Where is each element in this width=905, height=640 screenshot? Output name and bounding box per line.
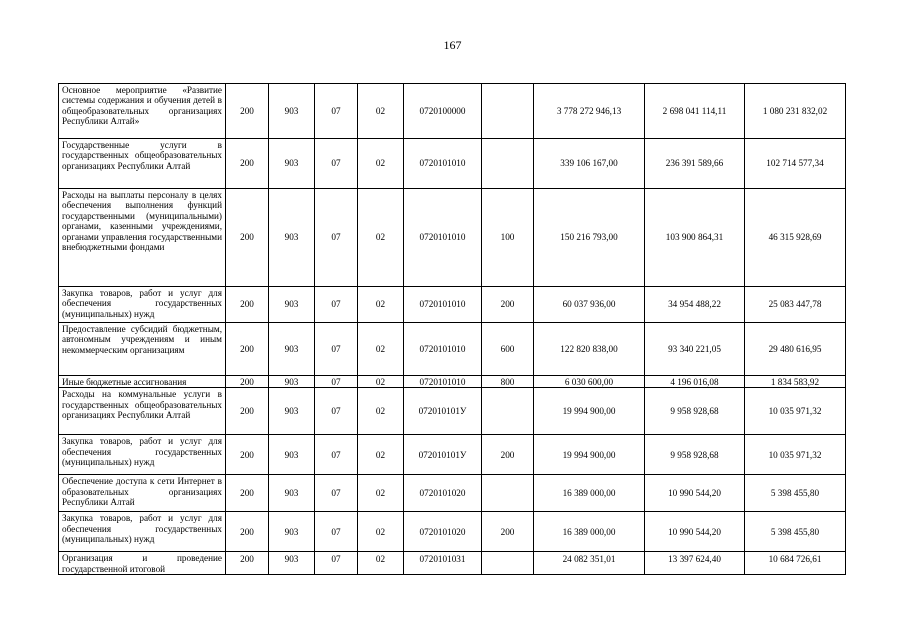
subsection-cell: 02 <box>358 512 404 552</box>
code-cell: 200 <box>226 552 269 575</box>
section-cell: 07 <box>315 139 358 189</box>
planned-amount-cell: 150 216 793,00 <box>534 189 645 287</box>
ministry-code-cell: 903 <box>269 552 315 575</box>
planned-amount-cell: 16 389 000,00 <box>534 512 645 552</box>
expense-type-cell: 600 <box>482 323 534 376</box>
code-cell: 200 <box>226 388 269 435</box>
target-article-cell: 0720101010 <box>404 189 482 287</box>
subsection-cell: 02 <box>358 287 404 323</box>
remaining-amount-cell: 10 035 971,32 <box>745 388 846 435</box>
ministry-code-cell: 903 <box>269 475 315 512</box>
expense-type-cell <box>482 552 534 575</box>
executed-amount-cell: 10 990 544,20 <box>645 475 745 512</box>
table-row <box>59 388 846 435</box>
expense-type-cell: 100 <box>482 189 534 287</box>
target-article-cell: 072010101У <box>404 388 482 435</box>
planned-amount-cell: 60 037 936,00 <box>534 287 645 323</box>
section-cell: 07 <box>315 323 358 376</box>
code-cell: 200 <box>226 475 269 512</box>
target-article-cell: 0720101031 <box>404 552 482 575</box>
section-cell: 07 <box>315 435 358 475</box>
remaining-amount-cell: 29 480 616,95 <box>745 323 846 376</box>
subsection-cell: 02 <box>358 435 404 475</box>
remaining-amount-cell: 5 398 455,80 <box>745 512 846 552</box>
subsection-cell: 02 <box>358 552 404 575</box>
row-name-cell: Иные бюджетные ассигнования <box>59 376 226 388</box>
executed-amount-cell: 236 391 589,66 <box>645 139 745 189</box>
subsection-cell: 02 <box>358 475 404 512</box>
expense-type-cell <box>482 388 534 435</box>
target-article-cell: 0720101020 <box>404 475 482 512</box>
table-row <box>59 139 846 189</box>
planned-amount-cell: 6 030 600,00 <box>534 376 645 388</box>
row-name-cell: Закупка товаров, работ и услуг для обеспечения государственных (муниципальных) нужд <box>59 287 226 323</box>
target-article-cell: 0720100000 <box>404 84 482 139</box>
planned-amount-cell: 19 994 900,00 <box>534 388 645 435</box>
ministry-code-cell: 903 <box>269 323 315 376</box>
row-name-cell: Предоставление субсидий бюджетным, автономным учреждениям и иным некоммерческим организациям <box>59 323 226 376</box>
executed-amount-cell: 13 397 624,40 <box>645 552 745 575</box>
expense-type-cell <box>482 84 534 139</box>
remaining-amount-cell: 46 315 928,69 <box>745 189 846 287</box>
table-row <box>59 475 846 512</box>
executed-amount-cell: 4 196 016,08 <box>645 376 745 388</box>
ministry-code-cell: 903 <box>269 435 315 475</box>
code-cell: 200 <box>226 376 269 388</box>
remaining-amount-cell: 10 684 726,61 <box>745 552 846 575</box>
code-cell: 200 <box>226 435 269 475</box>
subsection-cell: 02 <box>358 323 404 376</box>
executed-amount-cell: 34 954 488,22 <box>645 287 745 323</box>
ministry-code-cell: 903 <box>269 139 315 189</box>
code-cell: 200 <box>226 287 269 323</box>
remaining-amount-cell: 102 714 577,34 <box>745 139 846 189</box>
planned-amount-cell: 339 106 167,00 <box>534 139 645 189</box>
row-name-cell: Расходы на коммунальные услуги в государственных общеобразовательных организациях Республики Алтай <box>59 388 226 435</box>
target-article-cell: 0720101010 <box>404 323 482 376</box>
ministry-code-cell: 903 <box>269 84 315 139</box>
page-number: 167 <box>443 38 462 52</box>
row-name-cell: Закупка товаров, работ и услуг для обеспечения государственных (муниципальных) нужд <box>59 435 226 475</box>
table-row <box>59 84 846 139</box>
planned-amount-cell: 19 994 900,00 <box>534 435 645 475</box>
subsection-cell: 02 <box>358 388 404 435</box>
expense-type-cell: 800 <box>482 376 534 388</box>
section-cell: 07 <box>315 475 358 512</box>
code-cell: 200 <box>226 84 269 139</box>
planned-amount-cell: 16 389 000,00 <box>534 475 645 512</box>
table-row <box>59 376 846 388</box>
table-row <box>59 323 846 376</box>
remaining-amount-cell: 1 080 231 832,02 <box>745 84 846 139</box>
row-name-cell: Основное мероприятие «Развитие системы содержания и обучения детей в общеобразовательных организациях Республики Алтай» <box>59 84 226 139</box>
table-row <box>59 435 846 475</box>
code-cell: 200 <box>226 189 269 287</box>
remaining-amount-cell: 5 398 455,80 <box>745 475 846 512</box>
target-article-cell: 0720101010 <box>404 287 482 323</box>
section-cell: 07 <box>315 287 358 323</box>
remaining-amount-cell: 25 083 447,78 <box>745 287 846 323</box>
budget-table <box>58 83 846 575</box>
expense-type-cell <box>482 139 534 189</box>
section-cell: 07 <box>315 376 358 388</box>
section-cell: 07 <box>315 512 358 552</box>
target-article-cell: 072010101У <box>404 435 482 475</box>
table-row <box>59 552 846 575</box>
target-article-cell: 0720101010 <box>404 139 482 189</box>
target-article-cell: 0720101020 <box>404 512 482 552</box>
subsection-cell: 02 <box>358 139 404 189</box>
table-row <box>59 189 846 287</box>
planned-amount-cell: 122 820 838,00 <box>534 323 645 376</box>
table-row <box>59 287 846 323</box>
subsection-cell: 02 <box>358 84 404 139</box>
target-article-cell: 0720101010 <box>404 376 482 388</box>
row-name-cell: Закупка товаров, работ и услуг для обеспечения государственных (муниципальных) нужд <box>59 512 226 552</box>
row-name-cell: Обеспечение доступа к сети Интернет в образовательных организациях Республики Алтай <box>59 475 226 512</box>
executed-amount-cell: 103 900 864,31 <box>645 189 745 287</box>
planned-amount-cell: 3 778 272 946,13 <box>534 84 645 139</box>
code-cell: 200 <box>226 512 269 552</box>
ministry-code-cell: 903 <box>269 189 315 287</box>
table-row <box>59 512 846 552</box>
executed-amount-cell: 9 958 928,68 <box>645 435 745 475</box>
remaining-amount-cell: 1 834 583,92 <box>745 376 846 388</box>
executed-amount-cell: 9 958 928,68 <box>645 388 745 435</box>
row-name-cell: Расходы на выплаты персоналу в целях обеспечения выполнения функций государственными (муниципальными) органами, казенными учреждениями, органами управления государственными внебюджетными фондами <box>59 189 226 287</box>
section-cell: 07 <box>315 84 358 139</box>
ministry-code-cell: 903 <box>269 287 315 323</box>
ministry-code-cell: 903 <box>269 388 315 435</box>
planned-amount-cell: 24 082 351,01 <box>534 552 645 575</box>
subsection-cell: 02 <box>358 189 404 287</box>
expense-type-cell <box>482 475 534 512</box>
row-name-cell: Организация и проведение государственной итоговой <box>59 552 226 575</box>
executed-amount-cell: 2 698 041 114,11 <box>645 84 745 139</box>
row-name-cell: Государственные услуги в государственных общеобразовательных организациях Республики Алтай <box>59 139 226 189</box>
ministry-code-cell: 903 <box>269 376 315 388</box>
executed-amount-cell: 93 340 221,05 <box>645 323 745 376</box>
executed-amount-cell: 10 990 544,20 <box>645 512 745 552</box>
code-cell: 200 <box>226 139 269 189</box>
expense-type-cell: 200 <box>482 435 534 475</box>
section-cell: 07 <box>315 189 358 287</box>
expense-type-cell: 200 <box>482 512 534 552</box>
section-cell: 07 <box>315 552 358 575</box>
code-cell: 200 <box>226 323 269 376</box>
section-cell: 07 <box>315 388 358 435</box>
expense-type-cell: 200 <box>482 287 534 323</box>
remaining-amount-cell: 10 035 971,32 <box>745 435 846 475</box>
subsection-cell: 02 <box>358 376 404 388</box>
ministry-code-cell: 903 <box>269 512 315 552</box>
